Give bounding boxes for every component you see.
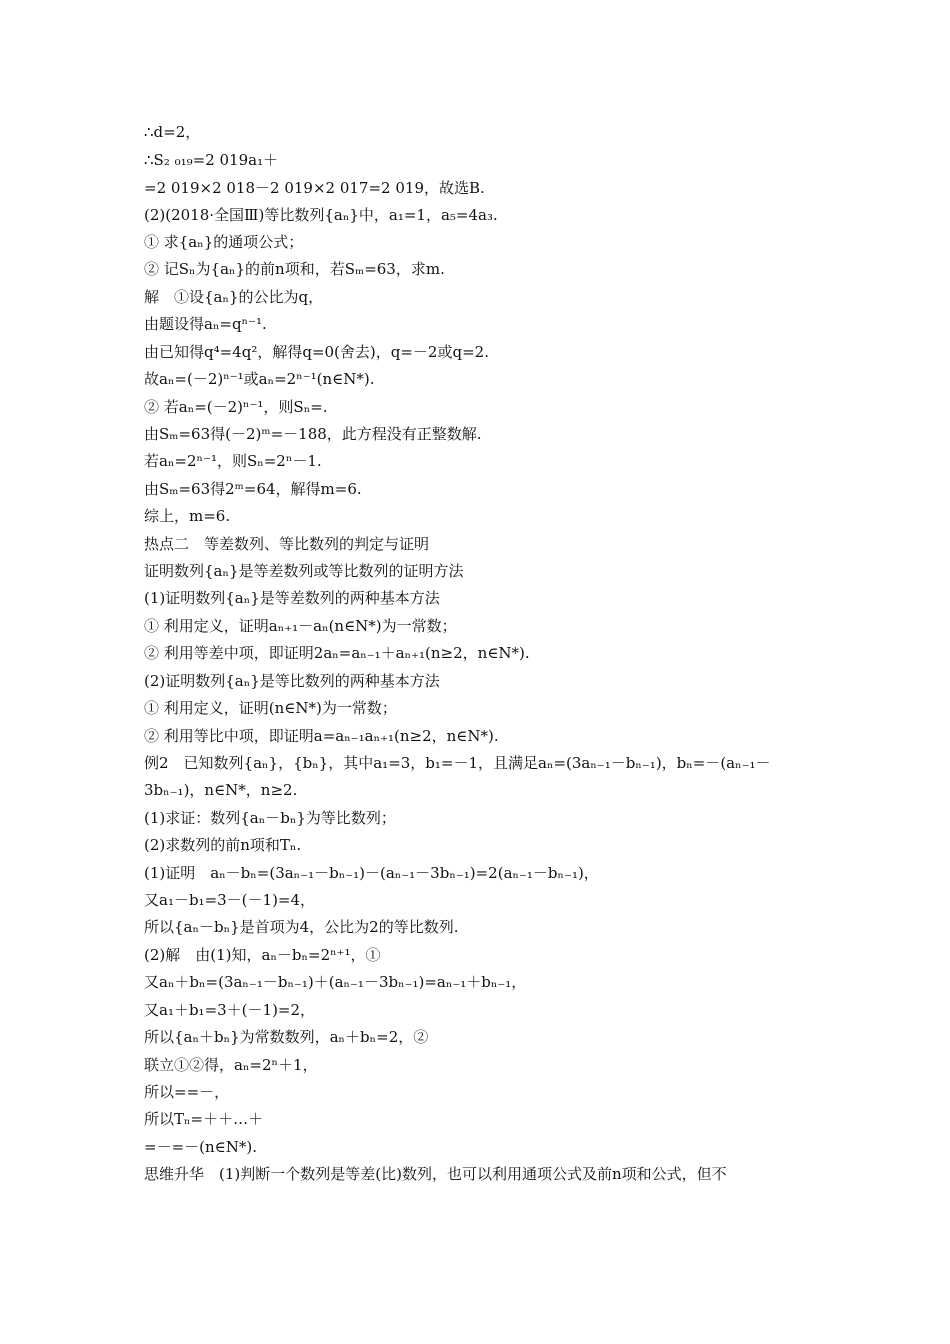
text-line: ∴d=2， [144,123,201,141]
text-line: 综上，m=6. [144,507,231,525]
text-line: (1)证明 aₙ－bₙ=(3aₙ₋₁－bₙ₋₁)－(aₙ₋₁－3bₙ₋₁)=2(aₙ₋₁－bₙ₋₁)， [144,864,599,882]
section-heading: 热点二 等差数列、等比数列的判定与证明 [144,535,430,553]
text-line: (2)解 由(1)知，aₙ－bₙ=2ⁿ⁺¹，① [144,946,381,964]
text-line: 联立①②得，aₙ=2ⁿ＋1， [144,1056,318,1074]
example-heading: 例2 已知数列{aₙ}，{bₙ}，其中a₁=3，b₁=－1，且满足aₙ=(3aₙ₋₁－bₙ₋₁)，bₙ=－(aₙ₋₁－ [144,754,771,772]
text-line: 由Sₘ=63得(－2)ᵐ=－188，此方程没有正整数解. [144,425,482,443]
text-line: 3bₙ₋₁)，n∈N*，n≥2. [144,781,298,799]
text-line: 解 ①设{aₙ}的公比为q， [144,288,324,306]
text-line: 所以==－， [144,1083,230,1101]
text-line: 思维升华 (1)判断一个数列是等差(比)数列，也可以利用通项公式及前n项和公式，但不 [144,1165,727,1183]
text-line: ∴S₂ ₀₁₉=2 019a₁＋ [144,151,279,169]
text-line: (2)(2018·全国Ⅲ)等比数列{aₙ}中，a₁=1，a₅=4a₃. [144,206,498,224]
text-line: =2 019×2 018－2 019×2 017=2 019，故选B. [144,179,485,197]
text-line: ② 记Sₙ为{aₙ}的前n项和，若Sₘ=63，求m. [144,260,445,278]
text-line: 所以{aₙ＋bₙ}为常数数列，aₙ＋bₙ=2，② [144,1028,429,1046]
text-line: ② 若aₙ=(－2)ⁿ⁻¹，则Sₙ=. [144,398,328,416]
text-line: ② 利用等差中项，即证明2aₙ=aₙ₋₁＋aₙ₊₁(n≥2，n∈N*). [144,644,530,662]
text-line: ① 利用定义，证明aₙ₊₁－aₙ(n∈N*)为一常数； [144,617,457,635]
text-line: 若aₙ=2ⁿ⁻¹，则Sₙ=2ⁿ－1. [144,452,322,470]
text-line: 所以Tₙ=＋＋…＋ [144,1110,264,1128]
text-line: 证明数列{aₙ}是等差数列或等比数列的证明方法 [144,562,464,580]
text-line: 由题设得aₙ=qⁿ⁻¹. [144,315,267,333]
text-line: 所以{aₙ－bₙ}是首项为4，公比为2的等比数列. [144,918,459,936]
text-line: (2)求数列的前n项和Tₙ. [144,836,302,854]
text-line: 又a₁－b₁=3－(－1)=4， [144,891,316,909]
text-line: (1)求证：数列{aₙ－bₙ}为等比数列； [144,809,396,827]
text-line: =－=－(n∈N*). [144,1138,257,1156]
text-line: 又aₙ＋bₙ=(3aₙ₋₁－bₙ₋₁)＋(aₙ₋₁－3bₙ₋₁)=aₙ₋₁＋bₙ₋₁， [144,973,527,991]
text-line: 由Sₘ=63得2ᵐ=64，解得m=6. [144,480,362,498]
text-line: ① 求{aₙ}的通项公式； [144,233,304,251]
text-line: 又a₁＋b₁=3＋(－1)=2， [144,1001,316,1019]
text-line: 由已知得q⁴=4q²，解得q=0(舍去)，q=－2或q=2. [144,343,489,361]
text-line: ② 利用等比中项，即证明a=aₙ₋₁aₙ₊₁(n≥2，n∈N*). [144,727,499,745]
text-line: (1)证明数列{aₙ}是等差数列的两种基本方法 [144,589,440,607]
text-line: ① 利用定义，证明(n∈N*)为一常数； [144,699,397,717]
text-line: 故aₙ=(－2)ⁿ⁻¹或aₙ=2ⁿ⁻¹(n∈N*). [144,370,375,388]
text-line: (2)证明数列{aₙ}是等比数列的两种基本方法 [144,672,440,690]
